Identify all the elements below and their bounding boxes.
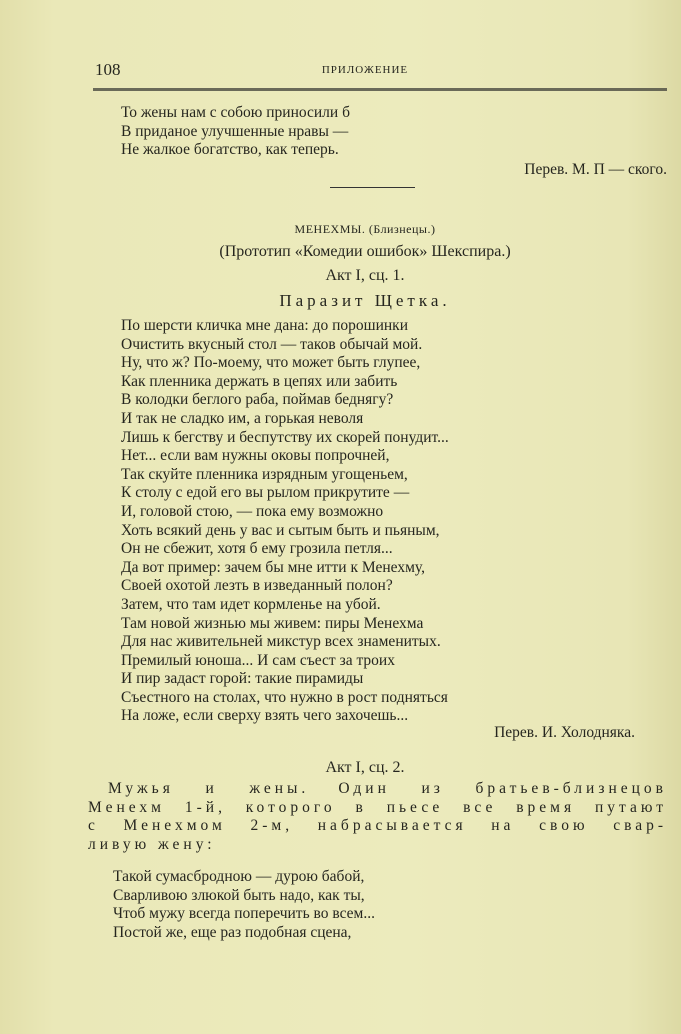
section-divider (330, 187, 415, 188)
intro-text: Менехм 1-й, которого в пьесе все время путают (88, 798, 667, 816)
verse-line: Хоть всякий день у вас и сытым быть и пьяным, (121, 521, 440, 539)
intro-text: Один из братьев-близнецов (338, 780, 667, 797)
verse-line: Очистить вкусный стол — таков обычай мой. (121, 335, 423, 353)
intro-line (88, 799, 667, 818)
intro-spaced: Мужья и жены. (108, 780, 310, 797)
verse-line: И, головой стою, — пока ему возможно (121, 502, 384, 520)
verse-line: Затем, что там идет кормленье на убой. (121, 595, 381, 613)
verse-line: Съестного на столах, что нужно в рост подняться (121, 688, 448, 706)
verse-line: Да вот пример: зачем бы мне итти к Менехму, (121, 558, 425, 576)
translator-attribution: Перев. М. П — ского. (524, 161, 667, 178)
verse-line: К столу с едой его вы рылом прикрутите — (121, 484, 410, 502)
scene1-verse (121, 317, 449, 726)
scene2-verse (113, 868, 375, 942)
verse-line: На ложе, если сверху взять чего захочешь... (121, 707, 409, 725)
verse-line: И так не сладко им, а горькая неволя (121, 409, 364, 427)
translator-attribution: Перев. И. Холодняка. (494, 724, 635, 741)
intro-line (88, 817, 667, 836)
page-number: 108 (95, 60, 121, 79)
verse-fragment (121, 104, 350, 160)
play-title: МЕНЕХМЫ. (Близнецы.) (294, 222, 436, 236)
verse-line: И пир задаст горой: такие пирамиды (121, 670, 364, 688)
verse-line: Постой же, еще раз подобная сцена, (113, 923, 352, 941)
scene-heading: Акт I, сц. 1. (325, 267, 405, 284)
intro-text: с Менехмом 2-м, набрасывается на свою свар- (88, 817, 667, 835)
verse-line: Премилый юноша... И сам съест за троих (121, 651, 395, 669)
verse-line: Как пленника держать в цепях или забить (121, 372, 398, 390)
verse-line: То жены нам с собою приносили б (121, 104, 350, 121)
play-subtitle: (Прототип «Комедии ошибок» Шекспира.) (219, 243, 511, 260)
verse-line: Он не сбежит, хотя б ему грозила петля... (121, 540, 393, 558)
verse-line: Своей охотой лезть в изведанный полон? (121, 577, 393, 595)
scene2-intro (88, 780, 667, 854)
header-rule (93, 88, 667, 91)
verse-line: Не жалкое богатство, как теперь. (121, 141, 339, 158)
verse-line: Там новой жизнью мы живем: пиры Менехма (121, 614, 424, 632)
intro-line (88, 836, 667, 855)
verse-line: В приданое улучшенные нравы — (121, 122, 349, 140)
verse-line: В колодки беглого раба, поймав беднягу? (121, 391, 394, 409)
verse-line: Так скуйте пленника изрядным угощеньем, (121, 465, 408, 483)
verse-line: Нет... если вам нужны оковы попрочней, (121, 447, 390, 465)
verse-line: Такой сумасбродною — дурою бабой, (113, 868, 365, 885)
verse-line: По шерсти кличка мне дана: до порошинки (121, 317, 408, 334)
verse-line: Ну, что ж? По-моему, что может быть глупее, (121, 354, 421, 372)
intro-text: ливую жену: (88, 835, 216, 853)
verse-line: Чтоб мужу всегда поперечить во всем... (113, 905, 375, 923)
verse-line: Лишь к бегству и беспутству их скорей понудит... (121, 428, 449, 446)
scene-heading: Акт I, сц. 2. (325, 759, 405, 776)
speaker-name: Паразит Щетка. (279, 291, 451, 310)
verse-line: Для нас живительней микстур всех знаменитых. (121, 633, 441, 651)
verse-line: Сварливою злюкой быть надо, как ты, (113, 886, 365, 904)
running-head: ПРИЛОЖЕНИЕ (321, 64, 409, 76)
intro-line (88, 780, 667, 799)
